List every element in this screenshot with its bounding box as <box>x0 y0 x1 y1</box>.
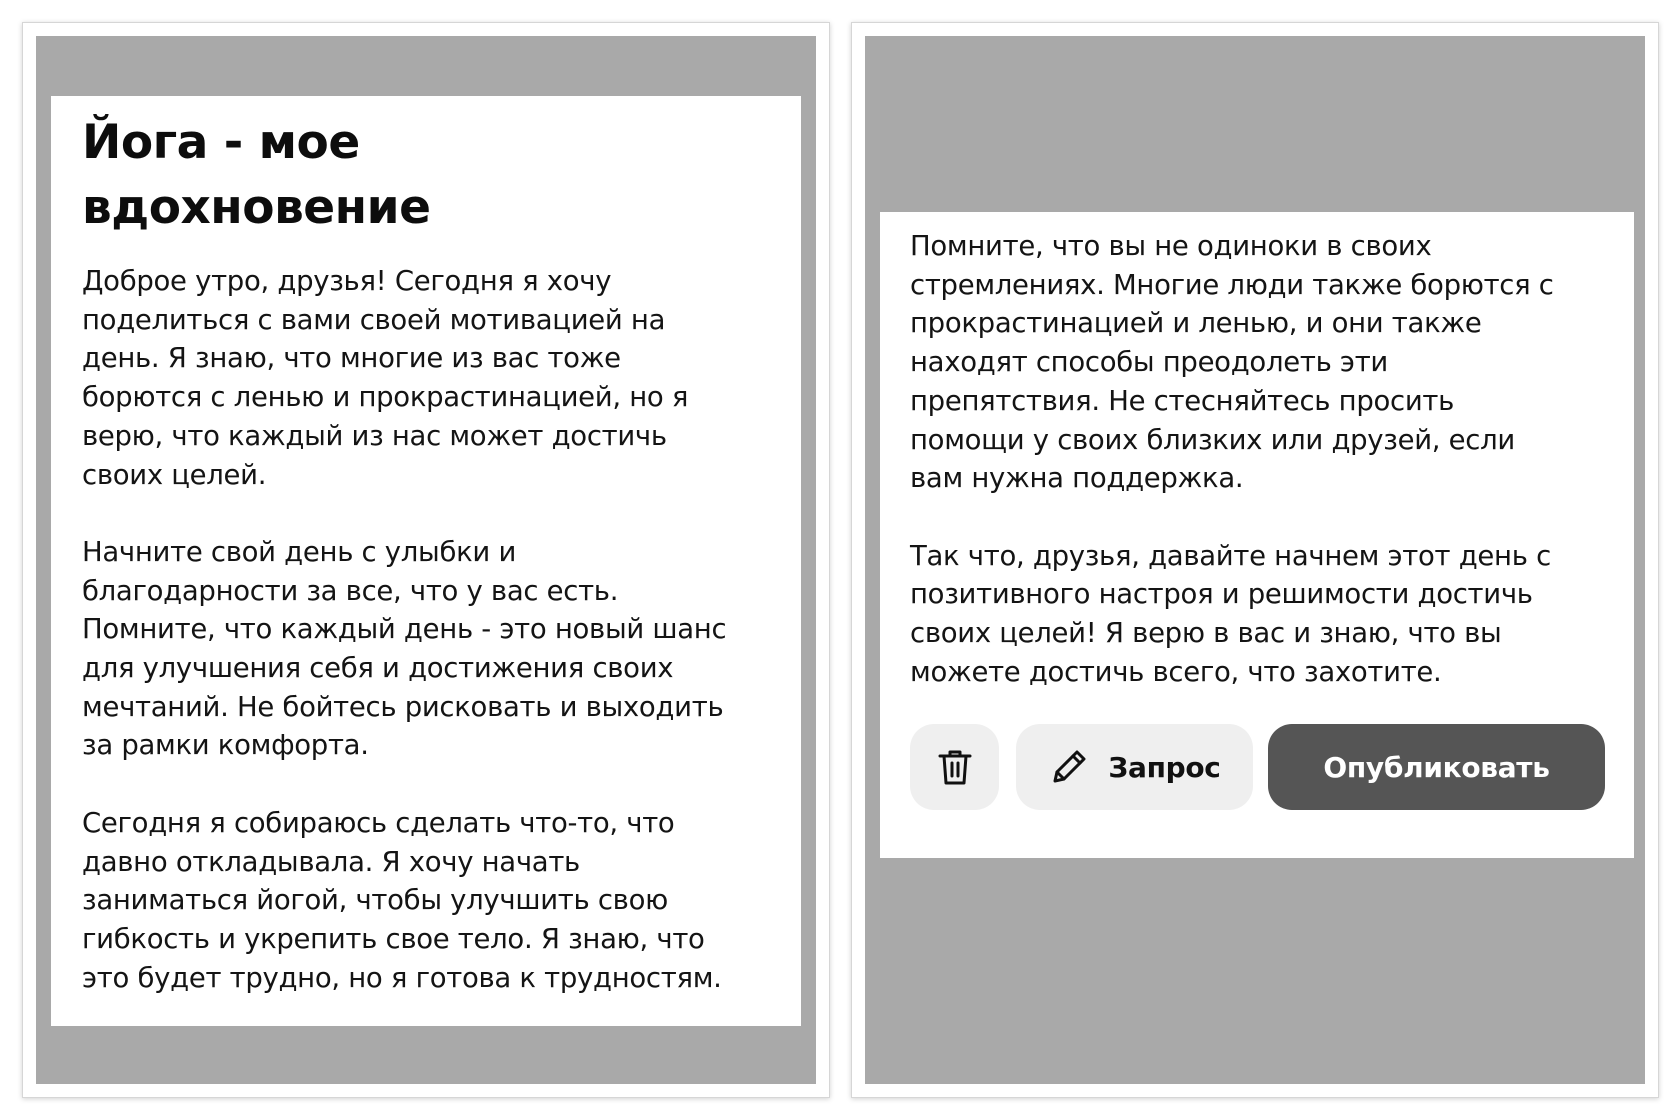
text-line: Сегодня я собираюсь сделать что-то, что <box>82 806 675 839</box>
text-line: благодарности за все, что у вас есть. <box>82 574 619 607</box>
text-line: верю, что каждый из нас может достичь <box>82 419 667 452</box>
text-line: находят способы преодолеть эти <box>910 346 1388 379</box>
text-line: Начните свой день с улыбки и <box>82 535 517 568</box>
pencil-icon <box>1048 746 1090 788</box>
text-line: это будет трудно, но я готова к трудностям. <box>82 961 722 994</box>
trash-icon <box>936 747 974 787</box>
text-line: стремлениях. Многие люди также борются с <box>910 268 1554 301</box>
text-line: мечтаний. Не бойтесь рисковать и выходить <box>82 690 724 723</box>
text-line: вам нужна поддержка. <box>910 462 1244 495</box>
text-line: гибкость и укрепить свое тело. Я знаю, что <box>82 922 705 955</box>
paragraph-gap <box>910 498 1614 537</box>
text-line: Так что, друзья, давайте начнем этот день с <box>910 539 1551 572</box>
post-actions-bar <box>910 724 1630 810</box>
text-line: Доброе утро, друзья! Сегодня я хочу <box>82 265 612 297</box>
paragraph-gap <box>82 494 781 533</box>
post-paragraph-5 <box>910 537 1614 692</box>
publish-button[interactable] <box>1268 724 1605 810</box>
query-button-label: Запрос <box>1108 750 1221 784</box>
text-line: Помните, что каждый день - это новый шанс <box>82 613 727 646</box>
post-paragraph-3 <box>82 804 781 998</box>
text-line: за рамки комфорта. <box>82 729 369 762</box>
right-screenshot-frame <box>851 22 1659 1098</box>
text-line: борются с ленью и прокрастинацией, но я <box>82 381 689 414</box>
post-title-line-2: вдохновение <box>82 180 431 235</box>
post-paragraph-2 <box>82 533 781 765</box>
delete-button[interactable] <box>910 724 999 810</box>
paragraph-gap <box>82 765 781 804</box>
post-editor-card-top <box>51 96 801 1026</box>
left-screenshot-frame <box>22 22 830 1098</box>
text-line: для улучшения себя и достижения своих <box>82 652 674 685</box>
post-editor-card-bottom <box>880 212 1634 858</box>
text-line: прокрастинацией и ленью, и они также <box>910 307 1482 340</box>
text-line: можете достичь всего, что захотите. <box>910 655 1442 688</box>
text-line: давно откладывала. Я хочу начать <box>82 845 580 878</box>
text-line: позитивного настроя и решимости достичь <box>910 578 1533 611</box>
right-gray-background <box>865 36 1645 1084</box>
text-line: день. Я знаю, что многие из вас тоже <box>82 342 621 375</box>
post-title <box>82 110 781 240</box>
post-title-line-1: Йога - мое <box>82 115 360 170</box>
text-line: Помните, что вы не одиноки в своих <box>910 230 1432 262</box>
text-line: своих целей. <box>82 458 267 491</box>
text-line: препятствия. Не стесняйтесь просить <box>910 384 1455 417</box>
text-line: помощи у своих близких или друзей, если <box>910 423 1515 456</box>
query-button[interactable] <box>1016 724 1253 810</box>
left-gray-background <box>36 36 816 1084</box>
publish-button-label: Опубликовать <box>1323 750 1550 784</box>
post-paragraph-4 <box>910 227 1614 498</box>
text-line: своих целей! Я верю в вас и знаю, что вы <box>910 617 1502 650</box>
text-line: заниматься йогой, чтобы улучшить свою <box>82 884 668 917</box>
post-paragraph-1 <box>82 262 781 494</box>
text-line: поделиться с вами своей мотивацией на <box>82 303 666 336</box>
